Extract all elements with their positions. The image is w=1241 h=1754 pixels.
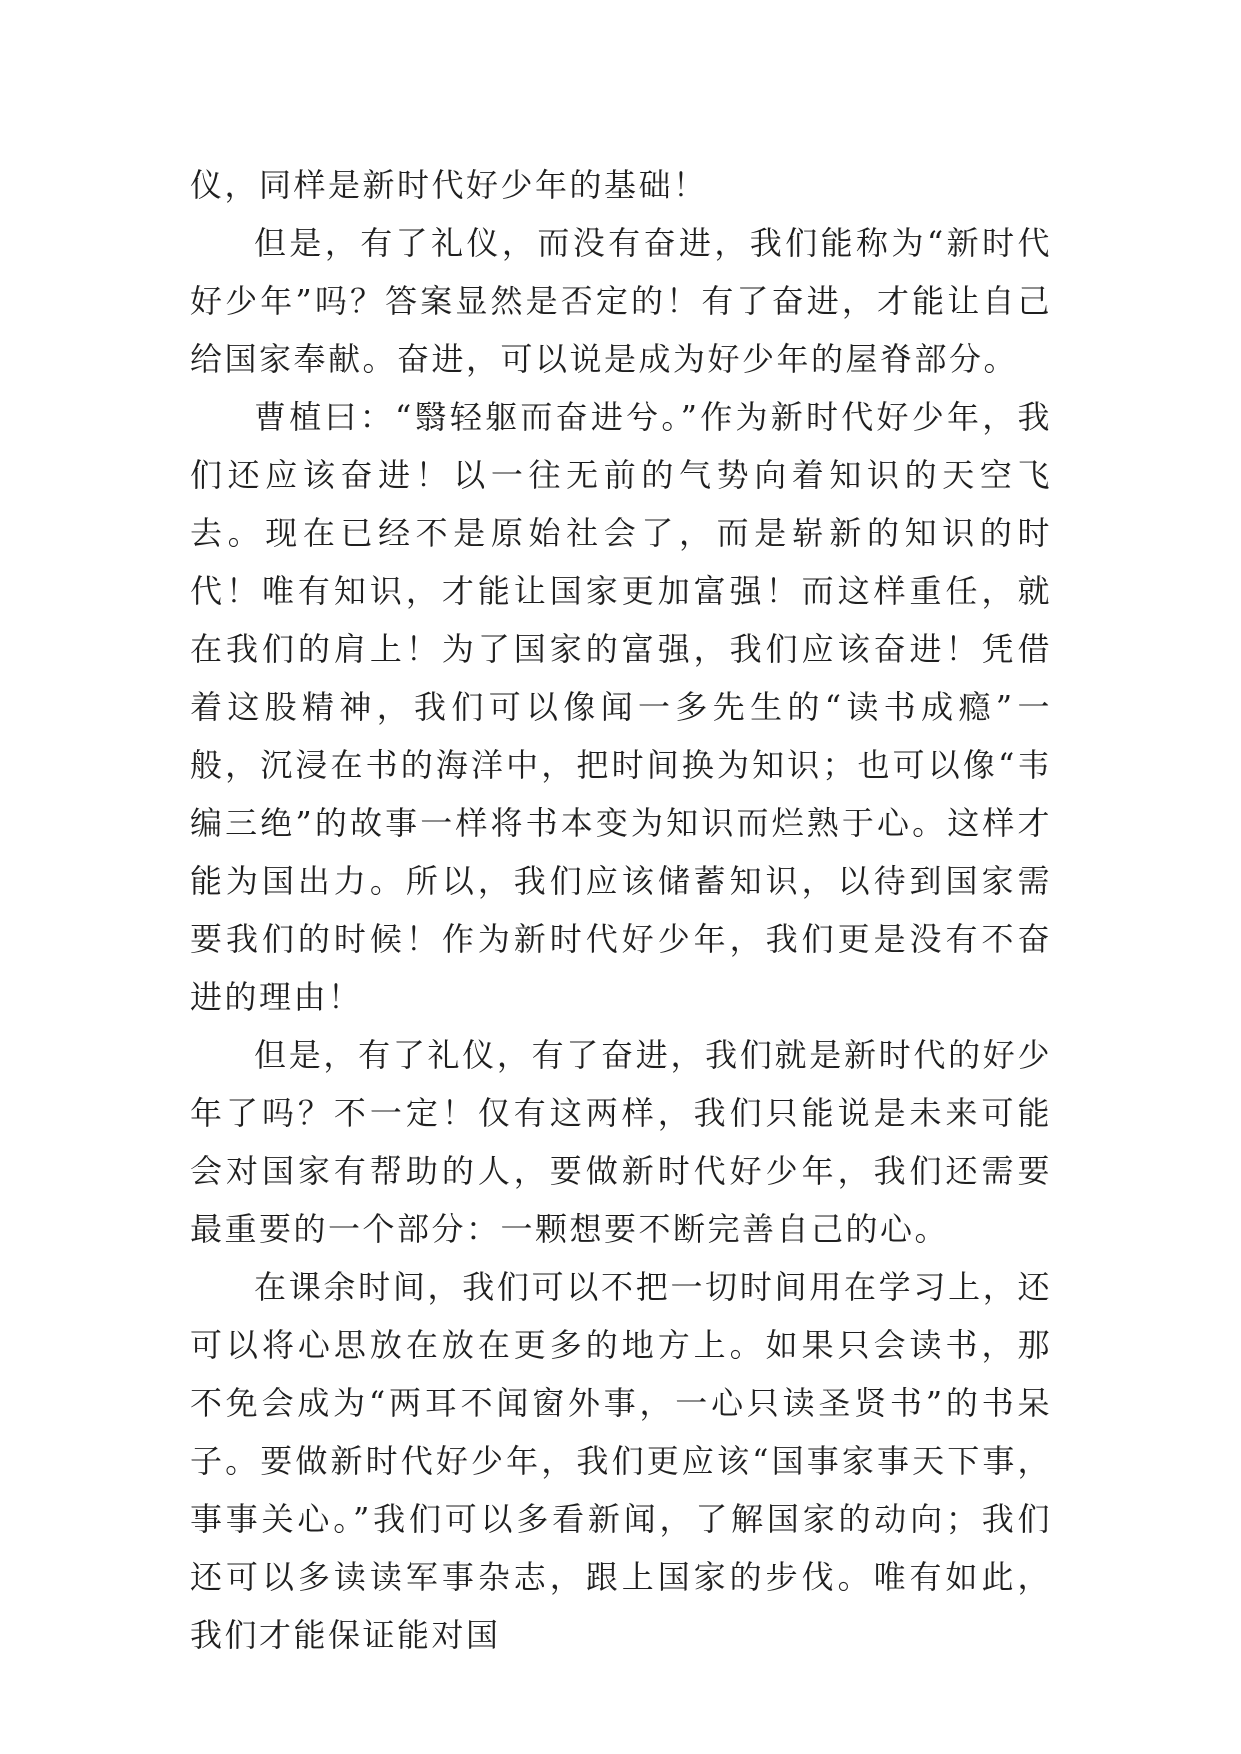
paragraph-4: 但是，有了礼仪，有了奋进，我们就是新时代的好少年了吗？不一定！仅有这两样，我们只能说是未来可能会对国家有帮助的人，要做新时代好少年，我们还需要最重要的一个部分：一颗想要不断完善自己的心。	[190, 1036, 1052, 1248]
paragraph-2: 但是，有了礼仪，而没有奋进，我们能称为“新时代好少年”吗？答案显然是否定的！有了奋进，才能让自己给国家奉献。奋进，可以说是成为好少年的屋脊部分。	[190, 224, 1052, 378]
paragraph-1: 仪，同样是新时代好少年的基础！	[190, 166, 708, 204]
document-body	[190, 156, 1052, 1664]
paragraph-3: 曹植曰：“翳轻躯而奋进兮。”作为新时代好少年，我们还应该奋进！以一往无前的气势向着知识的天空飞去。现在已经不是原始社会了，而是崭新的知识的时代！唯有知识，才能让国家更加富强！而这样重任，就在我们的肩上！为了国家的富强，我们应该奋进！凭借着这股精神，我们可以像闻一多先生的“读书成瘾”一般，沉浸在书的海洋中，把时间换为知识；也可以像“韦编三绝”的故事一样将书本变为知识而烂熟于心。这样才能为国出力。所以，我们应该储蓄知识，以待到国家需要我们的时候！作为新时代好少年，我们更是没有不奋进的理由！	[190, 398, 1052, 1016]
paragraph-5: 在课余时间，我们可以不把一切时间用在学习上，还可以将心思放在放在更多的地方上。如果只会读书，那不免会成为“两耳不闻窗外事，一心只读圣贤书”的书呆子。要做新时代好少年，我们更应该“国事家事天下事，事事关心。”我们可以多看新闻，了解国家的动向；我们还可以多读读军事杂志，跟上国家的步伐。唯有如此，我们才能保证能对国	[190, 1268, 1052, 1654]
